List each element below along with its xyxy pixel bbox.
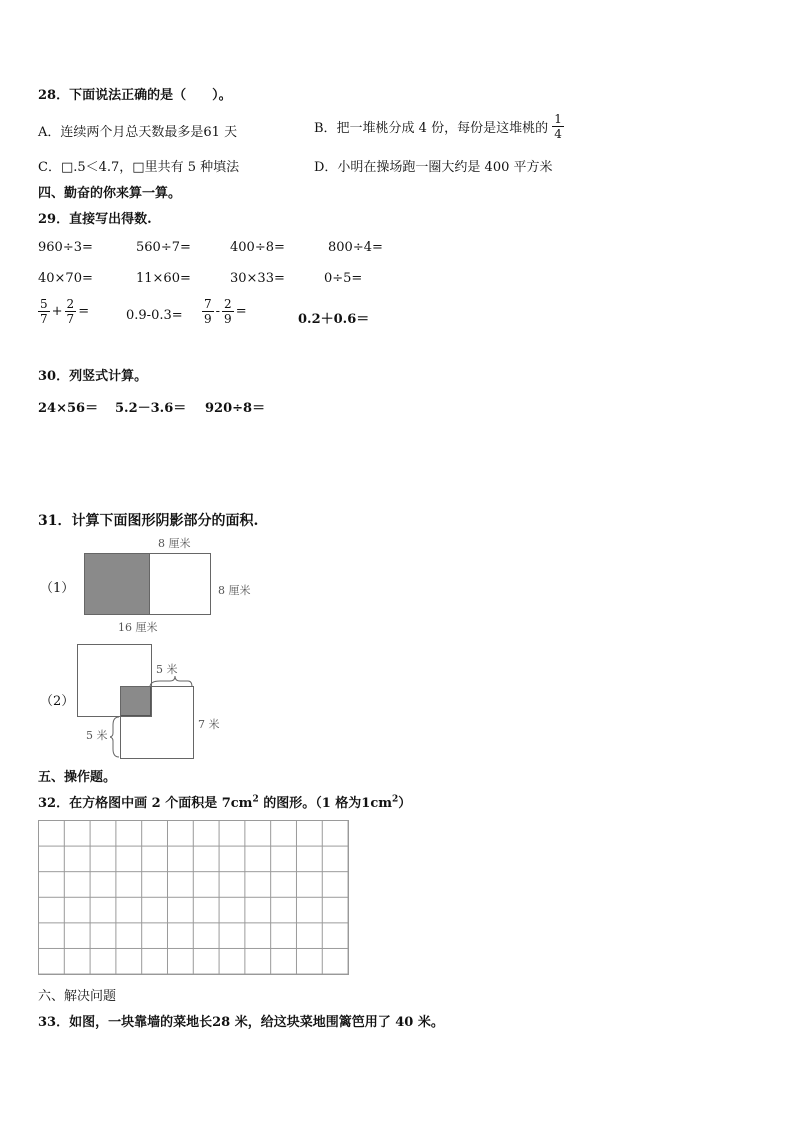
q29-r1-c3: 400÷8= — [230, 240, 285, 255]
fraction-denominator: 9 — [204, 312, 212, 326]
q29-fraction-sum — [38, 297, 91, 326]
fraction-numerator: 2 — [66, 297, 75, 311]
q28-option-b — [314, 112, 564, 141]
q29-decimal-add: 0.2＋0.6＝ — [298, 312, 370, 327]
q28-option-b-text: B．把一堆桃分成 4 份，每份是这堆桃的 — [314, 121, 549, 136]
fig1-right-length: 8 厘米 — [218, 584, 251, 597]
q28-option-a: A．连续两个月总天数最多是61 天 — [38, 125, 238, 140]
q32-square-grid[interactable] — [38, 820, 349, 975]
fig2-top-length: 5 米 — [156, 663, 178, 676]
fraction-numerator: 1 — [554, 112, 562, 126]
q32-stem-part-b: 的图形。（1 格为1cm — [258, 796, 393, 811]
q32-stem-part-c: ） — [398, 796, 412, 811]
fraction-numerator: 2 — [224, 297, 232, 311]
q28-option-c: C．□.5＜4.7，□里共有 5 种填法 — [38, 160, 240, 175]
equals-sign: = — [235, 304, 247, 319]
q29-r1-c1: 960÷3= — [38, 240, 93, 255]
fraction-numerator: 5 — [40, 297, 48, 311]
q32-stem — [38, 792, 411, 811]
q29-r2-c1: 40×70= — [38, 271, 93, 286]
q28-stem: 28．下面说法正确的是（ ）。 — [38, 88, 232, 103]
section-6-heading: 六、解决问题 — [38, 989, 117, 1004]
q29-r1-c4: 800÷4= — [328, 240, 383, 255]
q30-stem: 30．列竖式计算。 — [38, 369, 148, 384]
fig1-bottom-length: 16 厘米 — [118, 621, 158, 634]
fraction-numerator: 7 — [204, 297, 212, 311]
q32-stem-part-a: 32．在方格图中画 2 个面积是 7cm — [38, 796, 253, 811]
fig2-right-length: 7 米 — [198, 718, 220, 731]
fraction-denominator: 7 — [40, 312, 48, 326]
q28-option-d: D．小明在操场跑一圈大约是 400 平方米 — [314, 160, 553, 175]
fig2-braces — [110, 675, 200, 765]
fig1-shaded-square — [84, 553, 150, 615]
q29-r2-c3: 30×33= — [230, 271, 285, 286]
section-5-heading: 五、操作题。 — [38, 770, 117, 785]
fig2-left-length: 5 米 — [86, 729, 108, 742]
superscript: 2 — [252, 794, 259, 805]
fig2-top-brace — [150, 676, 192, 687]
q33-stem: 33．如图，一块靠墙的菜地长28 米，给这块菜地围篱笆用了 40 米。 — [38, 1015, 444, 1030]
fraction-denominator: 4 — [554, 127, 562, 141]
fig1-label: （1） — [40, 581, 75, 596]
q29-stem: 29．直接写出得数. — [38, 212, 152, 227]
equals-sign: = — [78, 304, 90, 319]
plus-sign: + — [51, 304, 63, 319]
q30-item-3: 920÷8＝ — [205, 401, 266, 416]
fig1-white-rect — [148, 553, 211, 615]
fraction-denominator: 7 — [66, 312, 75, 326]
q28-option-b-fraction — [552, 112, 564, 141]
minus-sign: - — [215, 304, 221, 319]
q29-decimal-sub: 0.9-0.3= — [126, 308, 183, 323]
fig2-label: （2） — [40, 694, 75, 709]
fig1-top-length: 8 厘米 — [158, 537, 191, 550]
fraction-denominator: 9 — [224, 312, 232, 326]
q29-fraction-diff — [202, 297, 249, 326]
q30-item-1: 24×56＝ — [38, 401, 99, 416]
q29-r2-c4: 0÷5= — [324, 271, 363, 286]
section-4-heading: 四、勤奋的你来算一算。 — [38, 186, 182, 201]
q30-item-2: 5.2－3.6＝ — [115, 401, 187, 416]
q29-r1-c2: 560÷7= — [136, 240, 191, 255]
q29-r2-c2: 11×60= — [136, 271, 191, 286]
superscript: 2 — [392, 794, 399, 805]
fig2-left-brace — [110, 717, 119, 757]
q31-stem: 31．计算下面图形阴影部分的面积. — [38, 513, 259, 529]
